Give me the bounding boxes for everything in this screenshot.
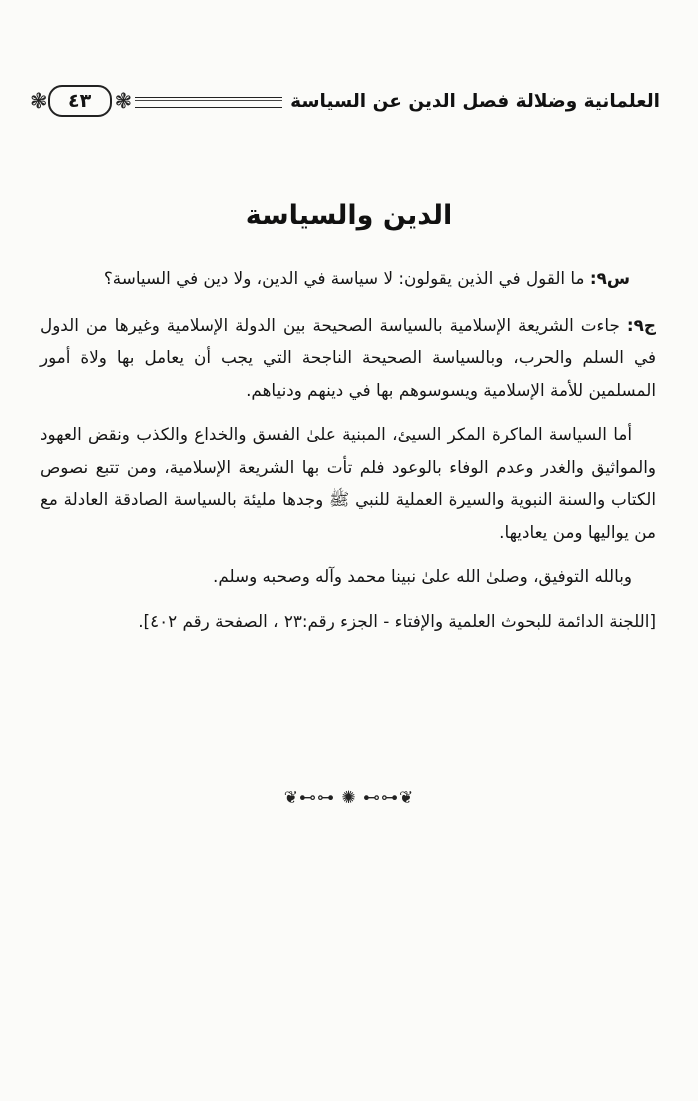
answer-label: ج٩: <box>626 314 656 335</box>
section-title: الدين والسياسة <box>245 200 453 231</box>
question-paragraph <box>40 262 656 295</box>
answer-text: جاءت الشريعة الإسلامية بالسياسة الصحيحة بين الدولة الإسلامية وغيرها من الدول في السلم والحرب، وبالسياسة الصحيحة الناجحة التي يجب أن يعامل بها ولاة أمور المسلمين للأمة الإسلامية ويسوسوهم بها في دينهم ودنياهم. <box>40 314 656 400</box>
running-header-title: العلمانية وضلالة فصل الدين عن السياسة <box>290 90 660 112</box>
page-number-frame <box>48 85 112 117</box>
question-text: ما القول في الذين يقولون: لا سياسة في الدين، ولا دين في السياسة؟ <box>103 268 590 288</box>
header-double-rule <box>135 97 282 108</box>
flourish-right-icon: ❃ <box>114 88 130 113</box>
end-ornament-icon: ❦⊷⊶ ✺ ⊷⊶❦ <box>283 788 415 808</box>
page-number: ٤٣ <box>68 89 92 112</box>
running-header <box>30 84 660 118</box>
bad-politics-paragraph: أما السياسة الماكرة المكر السيئ، المبنية علىٰ الفسق والخداع والكذب ونقض العهود والمواثيق والغدر وعدم الوفاء بالوعود فلم تأت بها الشريعة الإسلامية، ومن تتبع نصوص الكتاب والسنة النبوية والسيرة العملية للنبي ﷺ وجدها مليئة بالسياسة الصادقة العادلة مع من يواليها ومن يعاديها. <box>40 424 656 542</box>
source-reference: [اللجنة الدائمة للبحوث العلمية والإفتاء - الجزء رقم:٢٣ ، الصفحة رقم ٤٠٢]. <box>138 610 656 631</box>
body-text <box>40 262 656 637</box>
flourish-left-icon: ❃ <box>30 88 45 113</box>
page-number-ornament <box>30 85 129 117</box>
question-label: س٩: <box>589 268 630 288</box>
answer-paragraph <box>40 309 656 407</box>
closing-paragraph: وبالله التوفيق، وصلىٰ الله علىٰ نبينا محمد وآله وصحبه وسلم. <box>213 566 632 586</box>
